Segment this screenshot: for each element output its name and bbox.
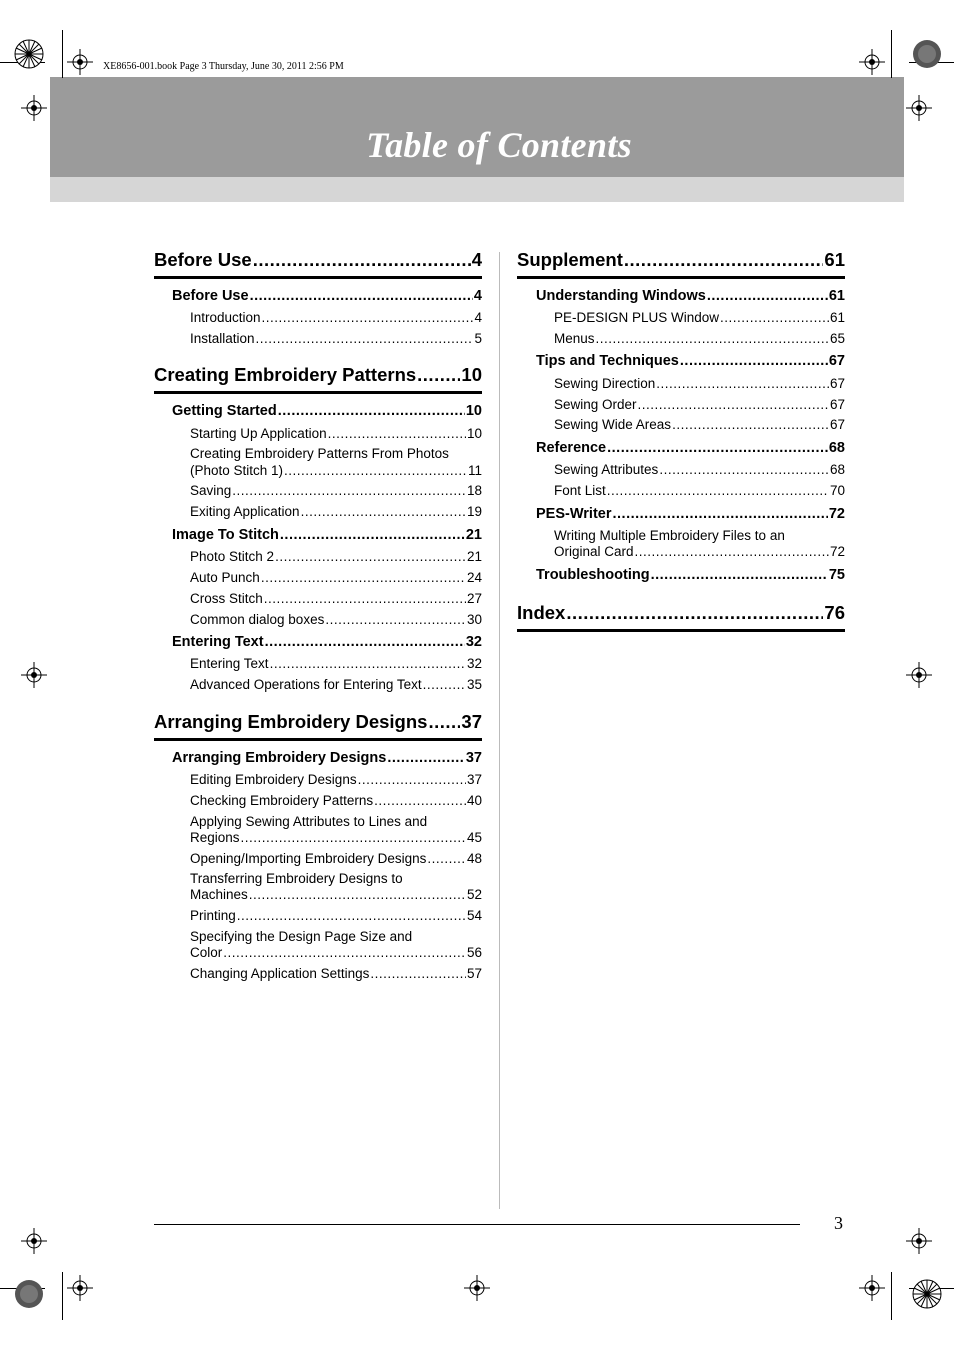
section-rule: [517, 276, 845, 279]
toc-entry[interactable]: Installation ..... 5: [190, 331, 482, 349]
registration-mark-icon: [21, 95, 47, 121]
toc-entry[interactable]: Advanced Operations for Entering Text ..... 35: [190, 677, 482, 695]
toc-entry[interactable]: Sewing Wide Areas ..... 67: [554, 417, 845, 435]
toc-section-before-use[interactable]: Before Use ..... 4: [154, 249, 482, 273]
toc-entry[interactable]: Cross Stitch ..... 27: [190, 591, 482, 609]
toc-entry[interactable]: Color ..... 56: [190, 945, 482, 963]
toc-entry[interactable]: Auto Punch ..... 24: [190, 570, 482, 588]
toc-entry[interactable]: Sewing Order ..... 67: [554, 397, 845, 415]
toc-entry[interactable]: Sewing Attributes ..... 68: [554, 462, 845, 480]
toc-chapter[interactable]: Before Use ..... 4: [172, 288, 482, 307]
toc-entry[interactable]: Exiting Application ..... 19: [190, 504, 482, 522]
toc-entry[interactable]: Common dialog boxes ..... 30: [190, 612, 482, 630]
toc-entry-line1[interactable]: Specifying the Design Page Size and: [190, 929, 413, 944]
toc-entry[interactable]: Photo Stitch 2 ..... 21: [190, 549, 482, 567]
section-rule: [154, 738, 482, 741]
registration-mark-icon: [906, 95, 932, 121]
toc-entry[interactable]: Machines ..... 52: [190, 887, 482, 905]
column-divider: [499, 252, 500, 1209]
registration-mark-icon: [859, 1275, 885, 1301]
toc-entry[interactable]: Starting Up Application ..... 10: [190, 426, 482, 444]
toc-entry[interactable]: Saving ..... 18: [190, 483, 482, 501]
crop-line: [891, 1272, 892, 1320]
toc-chapter[interactable]: Understanding Windows ..... 61: [536, 288, 845, 307]
toc-entry[interactable]: Font List ..... 70: [554, 483, 845, 501]
registration-mark-icon: [21, 662, 47, 688]
toc-chapter[interactable]: Getting Started ..... 10: [172, 403, 482, 422]
toc-entry-line1[interactable]: Transferring Embroidery Designs to: [190, 871, 403, 886]
registration-mark-icon: [859, 49, 885, 75]
toc-entry-line1[interactable]: Writing Multiple Embroidery Files to an: [554, 528, 785, 543]
section-rule: [154, 391, 482, 394]
header-subband: [50, 177, 904, 202]
color-bar-sunburst-icon: [14, 39, 44, 69]
color-bar-sunburst-icon: [912, 1279, 942, 1309]
registration-mark-icon: [464, 1275, 490, 1301]
toc-entry[interactable]: Editing Embroidery Designs ..... 37: [190, 772, 482, 790]
color-bar-dot-icon: [912, 39, 942, 69]
toc-entry[interactable]: Opening/Importing Embroidery Designs ..... 48: [190, 851, 482, 869]
toc-chapter[interactable]: Entering Text ..... 32: [172, 634, 482, 653]
toc-entry-line1[interactable]: Applying Sewing Attributes to Lines and: [190, 814, 428, 829]
page-title: Table of Contents: [366, 125, 632, 165]
toc-chapter[interactable]: Tips and Techniques ..... 67: [536, 353, 845, 372]
toc-entry[interactable]: Changing Application Settings ..... 57: [190, 966, 482, 984]
toc-section-arranging[interactable]: Arranging Embroidery Designs ..... 37: [154, 711, 482, 735]
crop-line: [891, 30, 892, 78]
color-bar-dot-icon: [14, 1279, 44, 1309]
file-info: XE8656-001.book Page 3 Thursday, June 30, 2011 2:56 PM: [103, 61, 344, 72]
toc-chapter[interactable]: PES-Writer ..... 72: [536, 506, 845, 525]
page-number: 3: [834, 1213, 843, 1233]
toc-entry[interactable]: Entering Text ..... 32: [190, 656, 482, 674]
toc-entry[interactable]: Introduction ..... 4: [190, 310, 482, 328]
section-rule: [517, 629, 845, 632]
toc-chapter[interactable]: Troubleshooting ..... 75: [536, 567, 845, 586]
toc-entry[interactable]: PE-DESIGN PLUS Window ..... 61: [554, 310, 845, 328]
registration-mark-icon: [67, 49, 93, 75]
toc-entry[interactable]: Regions ..... 45: [190, 830, 482, 848]
footer-rule: [154, 1224, 800, 1225]
toc-section-creating[interactable]: Creating Embroidery Patterns ..... 10: [154, 364, 482, 388]
toc-entry-line1[interactable]: Creating Embroidery Patterns From Photos: [190, 446, 449, 461]
registration-mark-icon: [67, 1275, 93, 1301]
toc-chapter[interactable]: Arranging Embroidery Designs ..... 37: [172, 750, 482, 769]
registration-mark-icon: [21, 1228, 47, 1254]
toc-section-index[interactable]: Index ..... 76: [517, 602, 845, 626]
section-rule: [154, 276, 482, 279]
crop-line: [62, 1272, 63, 1320]
toc-chapter[interactable]: Image To Stitch ..... 21: [172, 527, 482, 546]
crop-line: [62, 30, 63, 78]
toc-entry[interactable]: Menus ..... 65: [554, 331, 845, 349]
toc-section-supplement[interactable]: Supplement ..... 61: [517, 249, 845, 273]
toc-chapter[interactable]: Reference ..... 68: [536, 440, 845, 459]
registration-mark-icon: [906, 1228, 932, 1254]
toc-entry[interactable]: Original Card ..... 72: [554, 544, 845, 562]
toc-entry[interactable]: Printing ..... 54: [190, 908, 482, 926]
toc-entry[interactable]: (Photo Stitch 1) ..... 11: [190, 463, 482, 481]
toc-entry[interactable]: Sewing Direction ..... 67: [554, 376, 845, 394]
toc-entry[interactable]: Checking Embroidery Patterns ..... 40: [190, 793, 482, 811]
registration-mark-icon: [906, 662, 932, 688]
